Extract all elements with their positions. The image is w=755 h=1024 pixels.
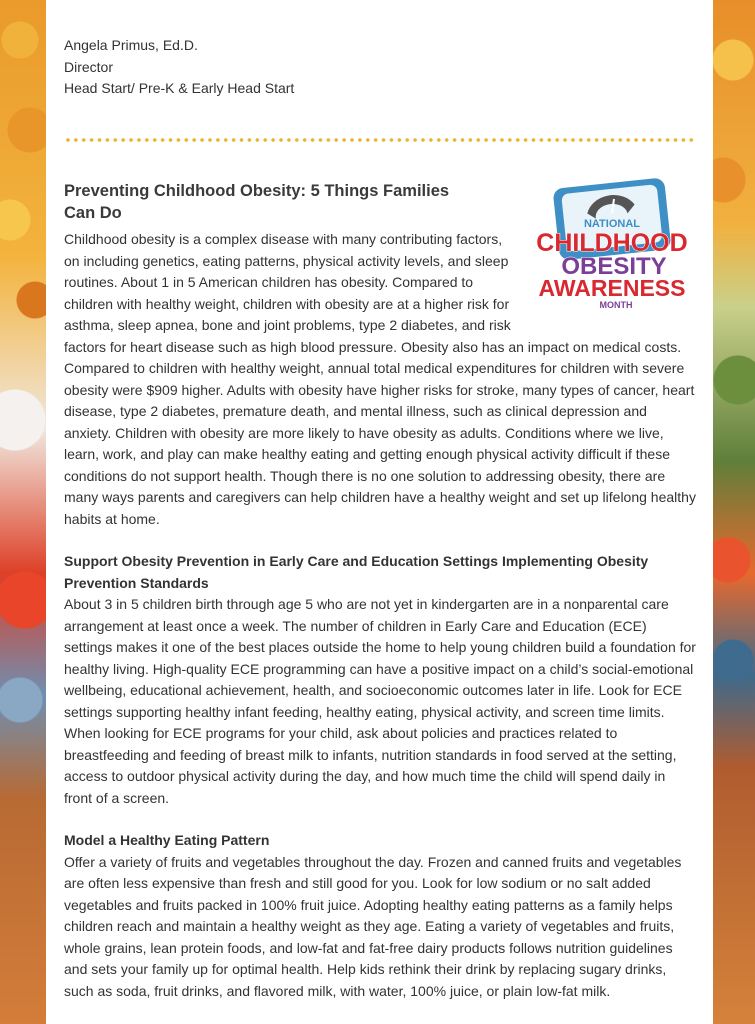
- article: [64, 180, 696, 1002]
- logo-national: NATIONAL: [583, 218, 641, 230]
- signature-name: Angela Primus, Ed.D.: [64, 37, 198, 53]
- article-title: Preventing Childhood Obesity: 5 Things Families Can Do: [64, 182, 450, 222]
- autumn-tree-background-left: [0, 0, 46, 1024]
- section-heading-healthy-eating: Model a Healthy Eating Pattern: [64, 832, 270, 848]
- signature-org: Head Start/ Pre-K & Early Head Start: [64, 80, 295, 96]
- dotted-divider: [64, 137, 694, 143]
- logo-awareness: AWARENESS: [538, 275, 686, 301]
- section-body-ece: About 3 in 5 children birth through age 5 who are not yet in kindergarten are in a nonparental care arrangement at least once a week. The number of children in Early Care and Education (ECE) settings makes it one of the best places outside the home to help young children build a foundation for healthy living. High-quality ECE programming can have a positive impact on a child’s social-emotional wellbeing, educational achievement, health, and socioeconomic outcomes later in life. Look for ECE settings supporting healthy infant feeding, healthy eating, physical activity, and screen time limits. When looking for ECE programs for your child, ask about policies and practices related to breastfeeding and feeding of breast milk to infants, nutrition standards in food served at the setting, access to outdoor physical activity during the day, and how much time the child will spend daily in front of a screen.: [64, 596, 696, 806]
- paragraph-gap: [64, 530, 696, 551]
- autumn-tree-background-right: [713, 0, 755, 1024]
- logo-month: MONTH: [599, 300, 633, 310]
- section-heading-ece: Support Obesity Prevention in Early Care and Education Settings Implementing Obesity Prevention Standards: [64, 553, 649, 591]
- childhood-obesity-awareness-month-logo: [528, 177, 702, 315]
- paragraph-gap: [64, 809, 696, 830]
- newsletter-panel: [46, 0, 713, 1024]
- signature-role: Director: [64, 58, 114, 75]
- section-body-healthy-eating: Offer a variety of fruits and vegetables throughout the day. Frozen and canned fruits and vegetables are often less expensive than fresh and still good for you. Look for low sodium or no salt added vegetables and fruits packed in 100% fruit juice. Adopting healthy eating patterns as a family helps children reach and maintain a healthy weight as they age. Eating a variety of vegetables and fruits, whole grains, lean protein foods, and low-fat and fat-free dairy products follows nutrition guidelines and sets your family up for optimal health. Help kids rethink their drink by replacing sugary drinks, such as soda, fruit drinks, and flavored milk, with water, 100% juice, or plain low-fat milk.: [64, 853, 682, 999]
- logo-obesity: OBESITY: [561, 253, 667, 280]
- article-intro: Childhood obesity is a complex disease with many contributing factors, on including genetics, eating patterns, physical activity levels, and sleep routines. About 1 in 5 American children has obesity. Compared to children with healthy weight, children with obesity are at a higher risk for asthma, sleep apnea, bone and joint problems, type 2 diabetes, and risk factors for heart disease such as high blood pressure. Obesity also has an impact on medical costs. Compared to children with healthy weight, annual total medical expenditures for children with severe obesity were $909 higher. Adults with obesity have higher risks for stroke, many types of cancer, heart disease, type 2 diabetes, premature death, and mental illness, such as clinical depression and anxiety. Children with obesity are more likely to have obesity as adults. Conditions where we live, learn, work, and play can make healthy eating and getting enough physical activity difficult if these conditions do not support health. Though there is no one solution to addressing obesity, there are many ways parents and caregivers can help children have a healthy weight and set up lifelong healthy habits at home.: [64, 231, 696, 527]
- signature-block: [64, 35, 294, 100]
- logo-childhood: CHILDHOOD: [536, 229, 688, 257]
